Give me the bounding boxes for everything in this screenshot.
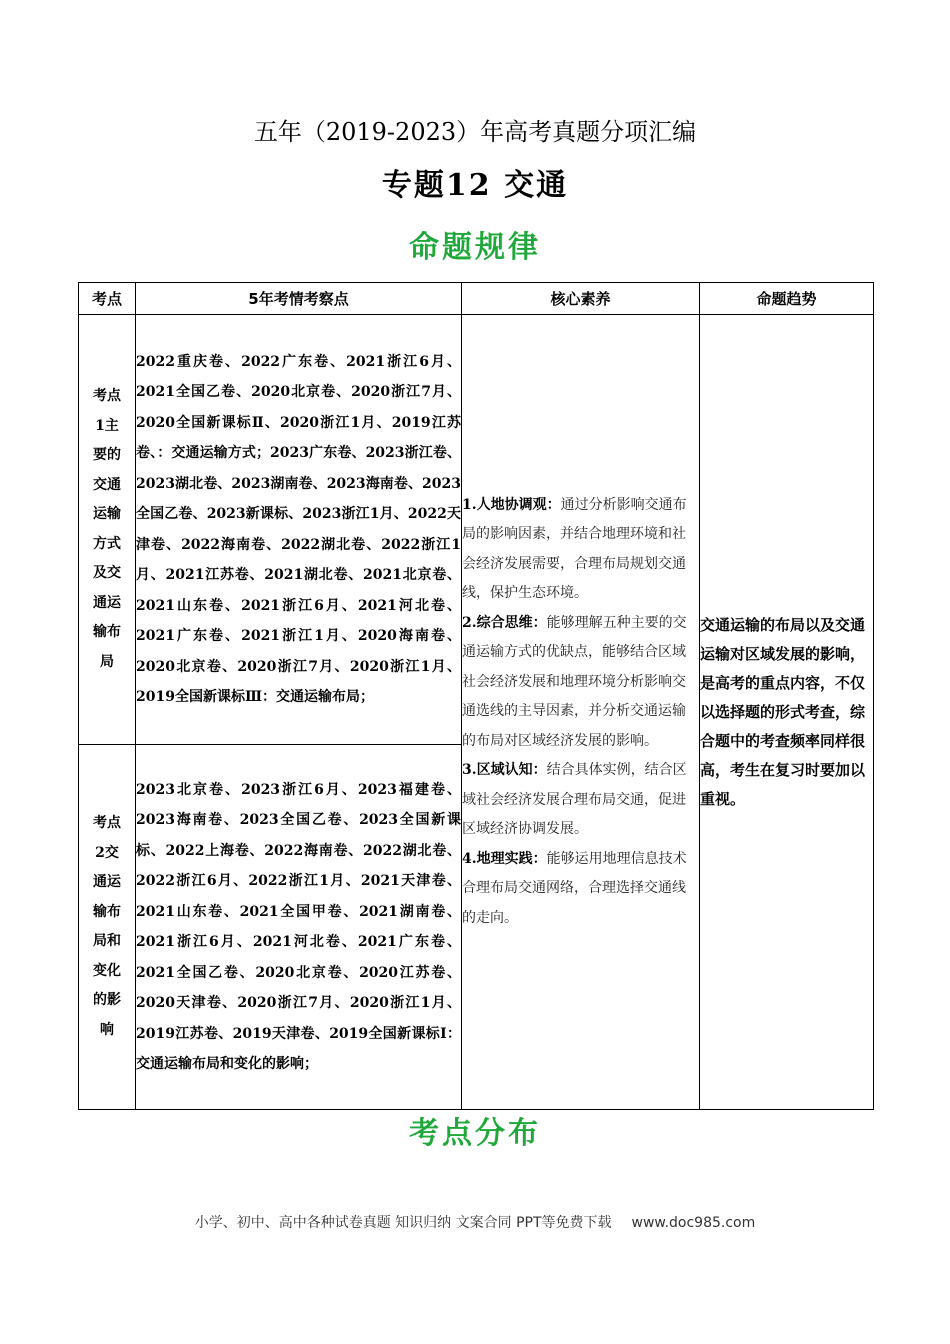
table-row xyxy=(79,315,874,745)
core-item xyxy=(462,845,699,934)
kaodian-line: 局 xyxy=(100,653,114,670)
footer-url[interactable]: www.doc985.com xyxy=(631,1215,756,1231)
rules-heading: 命题规律 xyxy=(409,230,541,265)
kaodian-line: 考点 xyxy=(93,388,121,404)
kaodian-line: 2交 xyxy=(95,844,119,861)
kaodian-cell-1 xyxy=(79,315,136,745)
footer xyxy=(0,1212,950,1232)
core-item xyxy=(462,491,699,609)
core-item xyxy=(462,756,699,845)
kaodian-line: 交通 xyxy=(93,476,121,493)
core-label: 1.人地协调观： xyxy=(462,496,561,513)
kaodian-line: 的影 xyxy=(93,992,121,1008)
exam-analysis-table xyxy=(78,282,874,1110)
kaodian-line: 及交 xyxy=(93,565,121,581)
document-title: 五年（2019-2023）年高考真题分项汇编 xyxy=(253,118,697,146)
footer-text: 小学、初中、高中各种试卷真题 知识归纳 文案合同 PPT等免费下载 xyxy=(194,1215,612,1231)
kaodian-line: 1主 xyxy=(95,417,119,434)
core-text: 通过分析影响交通布局的影响因素，并结合地理环境和社会经济发展需要，合理布局规划交通线，保护生态环境。 xyxy=(462,496,687,602)
core-label: 3.区域认知： xyxy=(462,762,547,779)
core-literacy-cell xyxy=(462,315,700,1110)
kaodian-cell-2 xyxy=(79,745,136,1110)
exams-cell-1: 2022重庆卷、2022广东卷、2021浙江6月、2021全国乙卷、2020北京卷、2020浙江7月、2020全国新课标Ⅱ、2020浙江1月、2019江苏卷、：交通运输方式；2023广东卷、2023浙江卷、2023湖北卷、2023湖南卷、2023海南卷、2023全国乙卷、2023新课标、2023浙江1月、2022天津卷、2022海南卷、2022湖北卷、2022浙江1月、2021江苏卷、2021湖北卷、2021北京卷、2021山东卷、2021浙江6月、2021河北卷、2021广东卷、2021浙江1月、2020海南卷、2020北京卷、2020浙江7月、2020浙江1月、2019全国新课标Ⅲ：交通运输布局； xyxy=(136,315,462,745)
header-kaodian: 考点 xyxy=(79,283,136,315)
header-exams: 5年考情考察点 xyxy=(136,283,462,315)
core-label: 4.地理实践： xyxy=(462,850,547,867)
trend-cell: 交通运输的布局以及交通运输对区域发展的影响，是高考的重点内容，不仅以选择题的形式考查，综合题中的考查频率同样很高，考生在复习时要加以重视。 xyxy=(700,315,874,1110)
kaodian-line: 通运 xyxy=(93,594,121,611)
kaodian-line: 方式 xyxy=(93,535,121,552)
kaodian-line: 局和 xyxy=(93,933,121,949)
table-header-row xyxy=(79,283,874,315)
kaodian-line: 输布 xyxy=(93,903,121,920)
kaodian-line: 运输 xyxy=(93,506,121,522)
kaodian-line: 考点 xyxy=(93,815,121,831)
kaodian-line: 通运 xyxy=(93,874,121,890)
kaodian-line: 变化 xyxy=(93,962,121,979)
kaodian-line: 输布 xyxy=(93,624,121,640)
core-item xyxy=(462,609,699,757)
topic-title: 专题12 交通 xyxy=(381,168,569,203)
kaodian-line: 响 xyxy=(100,1021,114,1038)
core-text: 能够理解五种主要的交通运输方式的优缺点，能够结合区域社会经济发展和地理环境分析影响交通选线的主导因素，并分析交通运输的布局对区域经济发展的影响。 xyxy=(462,614,687,749)
exams-cell-2: 2023北京卷、2023浙江6月、2023福建卷、2023海南卷、2023全国乙卷、2023全国新课标、2022上海卷、2022海南卷、2022湖北卷、2022浙江6月、2022浙江1月、2021天津卷、2021山东卷、2021全国甲卷、2021湖南卷、2021浙江6月、2021河北卷、2021广东卷、2021全国乙卷、2020北京卷、2020江苏卷、2020天津卷、2020浙江7月、2020浙江1月、2019江苏卷、2019天津卷、2019全国新课标Ⅰ：交通运输布局和变化的影响； xyxy=(136,745,462,1110)
kaodian-line: 要的 xyxy=(93,447,121,463)
core-label: 2.综合思维： xyxy=(462,614,547,631)
core-text: 结合具体实例，结合区域社会经济发展合理布局交通，促进区域经济协调发展。 xyxy=(462,762,687,838)
core-text: 能够运用地理信息技术合理布局交通网络，合理选择交通线的走向。 xyxy=(462,850,687,926)
distribution-heading: 考点分布 xyxy=(409,1116,541,1151)
header-trend: 命题趋势 xyxy=(700,283,874,315)
header-core: 核心素养 xyxy=(462,283,700,315)
